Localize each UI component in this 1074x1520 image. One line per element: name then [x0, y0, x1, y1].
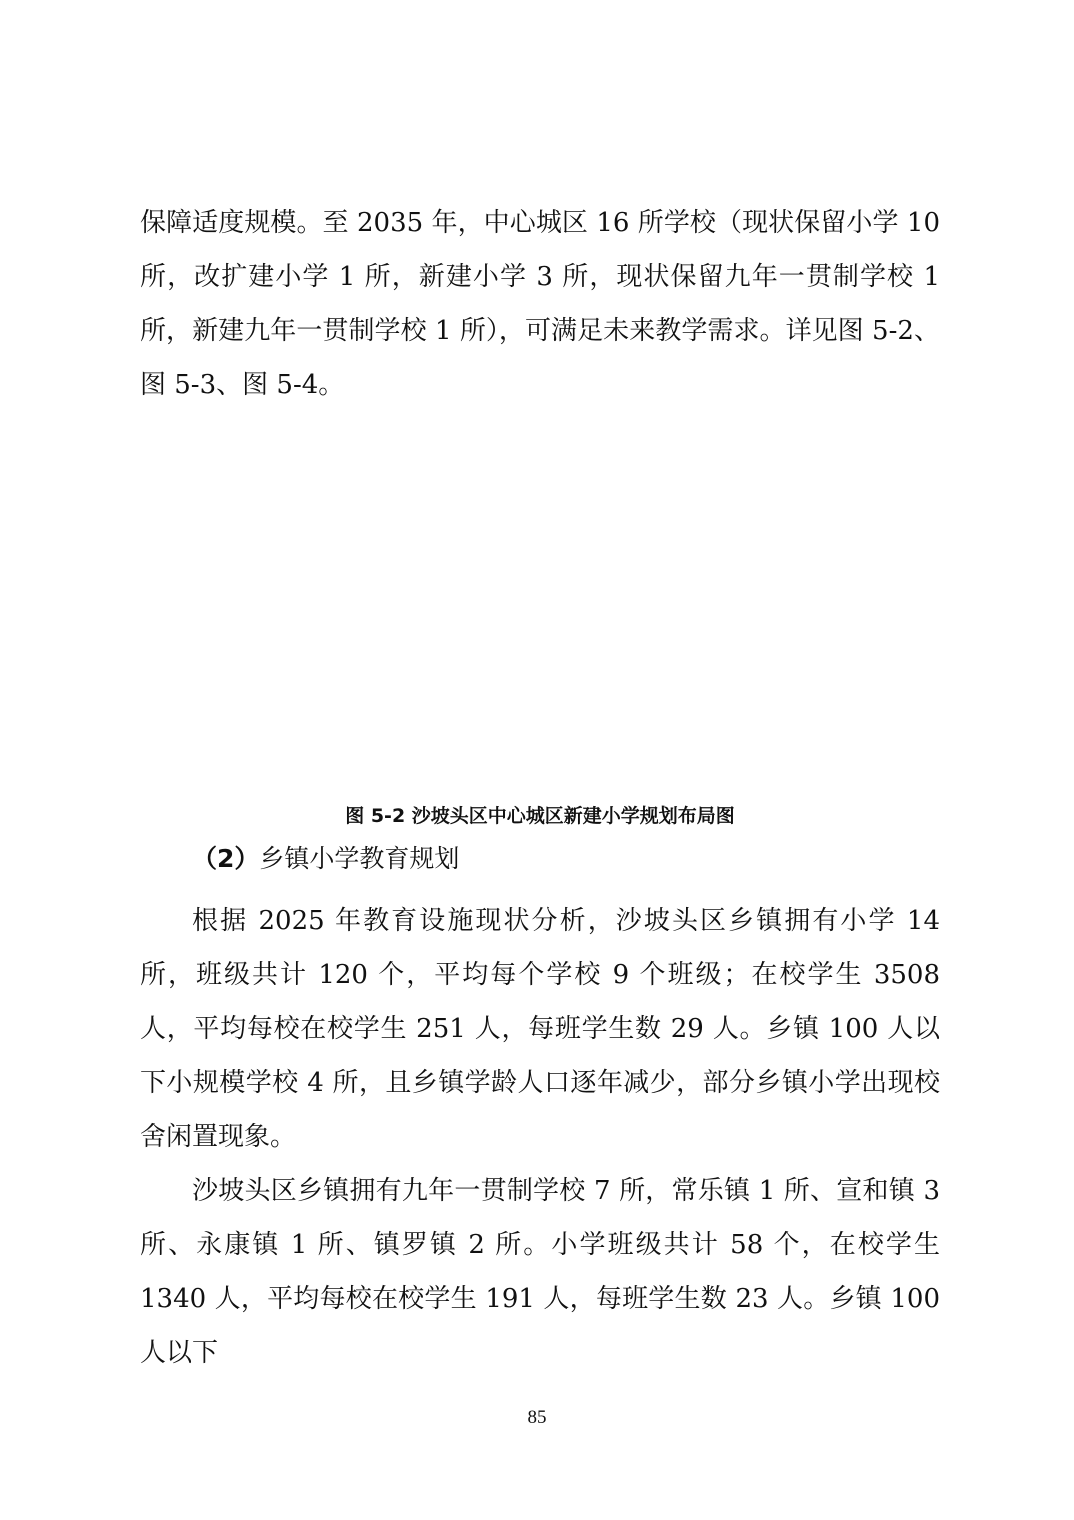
- figure-caption: 图 5-2 沙坡头区中心城区新建小学规划布局图: [345, 805, 735, 827]
- body-paragraph-2: 根据 2025 年教育设施现状分析，沙坡头区乡镇拥有小学 14 所，班级共计 120 个，平均每个学校 9 个班级；在校学生 3508 人，平均每校在校学生 251 人，每班学生数 29 人。乡镇 100 人以下小规模学校 4 所，且乡镇学龄人口逐年减少，部分乡镇小学出现校舍闲置现象。: [140, 906, 940, 1152]
- page-number: 85: [527, 1407, 547, 1428]
- body-paragraph-1: 保障适度规模。至 2035 年，中心城区 16 所学校（现状保留小学 10 所，改扩建小学 1 所，新建小学 3 所，现状保留九年一贯制学校 1 所，新建九年一贯制学校 1 所），可满足未来教学需求。详见图 5-2、图 5-3、图 5-4。: [140, 208, 940, 400]
- section-number: （2）: [192, 844, 260, 873]
- section-heading: [192, 838, 459, 880]
- section-title: 乡镇小学教育规划: [259, 844, 460, 873]
- body-paragraph-3: 沙坡头区乡镇拥有九年一贯制学校 7 所，常乐镇 1 所、宣和镇 3 所、永康镇 1 所、镇罗镇 2 所。小学班级共计 58 个，在校学生 1340 人，平均每校在校学生 191 人，每班学生数 23 人。乡镇 100 人以下: [140, 1176, 940, 1368]
